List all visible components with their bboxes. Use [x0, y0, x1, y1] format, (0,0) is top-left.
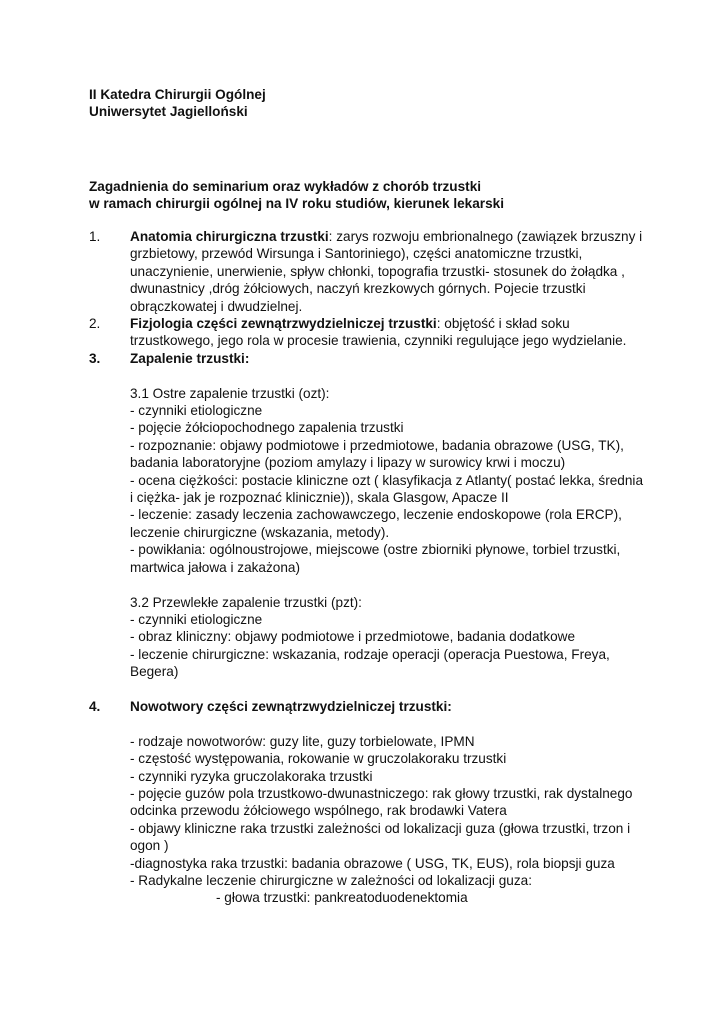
- list-item-physiology: [89, 315, 649, 350]
- section-line: - leczenie chirurgiczne: wskazania, rodzaje operacji (operacja Puestowa, Freya, Begera): [130, 646, 610, 680]
- department-name: II Katedra Chirurgii Ogólnej: [89, 87, 266, 102]
- section-line: - czynniki etiologiczne: [130, 611, 263, 627]
- section-line: - obraz kliniczny: objawy podmiotowe i przedmiotowe, badania dodatkowe: [130, 629, 576, 645]
- section-line: - leczenie: zasady leczenia zachowawczego, leczenie endoskopowe (rola ERCP), leczenie chirurgiczne (wskazania, metody).: [130, 507, 622, 540]
- list-item-pancreatitis: [89, 350, 649, 367]
- section-line: - ocena ciężkości: postacie kliniczne ozt ( klasyfikacja z Atlanty( postać lekka, średnia i ciężka- jak je rozpoznać klinicznie)), skala Glasgow, Apacze II: [130, 472, 644, 506]
- section-line: - rozpoznanie: objawy podmiotowe i przedmiotowe, badania obrazowe (USG, TK), badania laboratoryjne (poziom amylazy i lipazy w surowicy krwi i moczu): [130, 437, 624, 471]
- item-heading: Nowotwory części zewnątrzwydzielniczej trzustki:: [130, 698, 452, 714]
- university-name: Uniwersytet Jagielloński: [89, 104, 248, 120]
- list-item-neoplasms: [89, 698, 649, 715]
- section-line: - Radykalne leczenie chirurgiczne w zależności od lokalizacji guza:: [130, 872, 532, 888]
- title-line-2: w ramach chirurgii ogólnej na IV roku studiów, kierunek lekarski: [89, 196, 504, 212]
- section-line: - pojęcie żółciopochodnego zapalenia trzustki: [130, 420, 404, 436]
- item-text: : zarys rozwoju embrionalnego (zawiązek brzuszny i grzbietowy, przewód Wirsunga i Santoriniego), części anatomiczne trzustki, unaczynienie, unerwienie, spływ chłonki, topografia trzustki- stosunek do żołądka , dwunastnicy ,dróg żółciowych, naczyń krezkowych górnych. Pojecie trzustki obrączkowatej i dwudzielnej.: [130, 229, 643, 314]
- list-number: 4.: [89, 698, 101, 714]
- section-line: - objawy kliniczne raka trzustki zależności od lokalizacji guza (głowa trzustki, trzon i ogon ): [130, 820, 631, 854]
- item-heading: Fizjologia części zewnątrzwydzielniczej trzustki: [130, 316, 437, 332]
- section-acute-pancreatitis: [130, 385, 649, 576]
- section-line: - rodzaje nowotworów: guzy lite, guzy torbielowate, IPMN: [130, 733, 475, 749]
- document-content: [89, 228, 649, 907]
- list-item-anatomy: [89, 228, 649, 315]
- list-number: 3.: [89, 350, 101, 366]
- section-line: - częstość występowania, rokowanie w gruczolakoraku trzustki: [130, 751, 507, 767]
- document-title: [89, 178, 504, 213]
- section-title: 3.1 Ostre zapalenie trzustki (ozt):: [130, 385, 330, 401]
- section-neoplasms: [130, 733, 649, 907]
- section-line: - czynniki ryzyka gruczolakoraka trzustki: [130, 768, 373, 784]
- item-text: : objętość i skład soku trzustkowego, jego rola w procesie trawienia, czynniki regulujące jego wydzielanie.: [130, 316, 627, 349]
- item-heading: Anatomia chirurgiczna trzustki: [130, 229, 329, 244]
- section-line: - pojęcie guzów pola trzustkowo-dwunastniczego: rak głowy trzustki, rak dystalnego odcinka przewodu żółciowego wspólnego, rak brodawki Vatera: [130, 785, 633, 819]
- section-line: - czynniki etiologiczne: [130, 403, 263, 419]
- section-line: -diagnostyka raka trzustki: badania obrazowe ( USG, TK, EUS), rola biopsji guza: [130, 855, 615, 871]
- section-line: - powikłania: ogólnoustrojowe, miejscowe (ostre zbiorniki płynowe, torbiel trzustki, martwica jałowa i zakażona): [130, 542, 621, 575]
- list-number: 2.: [89, 316, 101, 332]
- list-number: 1.: [89, 229, 101, 244]
- section-subline: - głowa trzustki: pankreatoduodenektomia: [216, 890, 468, 906]
- item-heading: Zapalenie trzustki:: [130, 350, 250, 366]
- section-chronic-pancreatitis: [130, 594, 649, 681]
- title-line-1: Zagadnienia do seminarium oraz wykładów z chorób trzustki: [89, 179, 482, 194]
- section-title: 3.2 Przewlekłe zapalenie trzustki (pzt):: [130, 594, 362, 610]
- institution-header: [89, 86, 266, 121]
